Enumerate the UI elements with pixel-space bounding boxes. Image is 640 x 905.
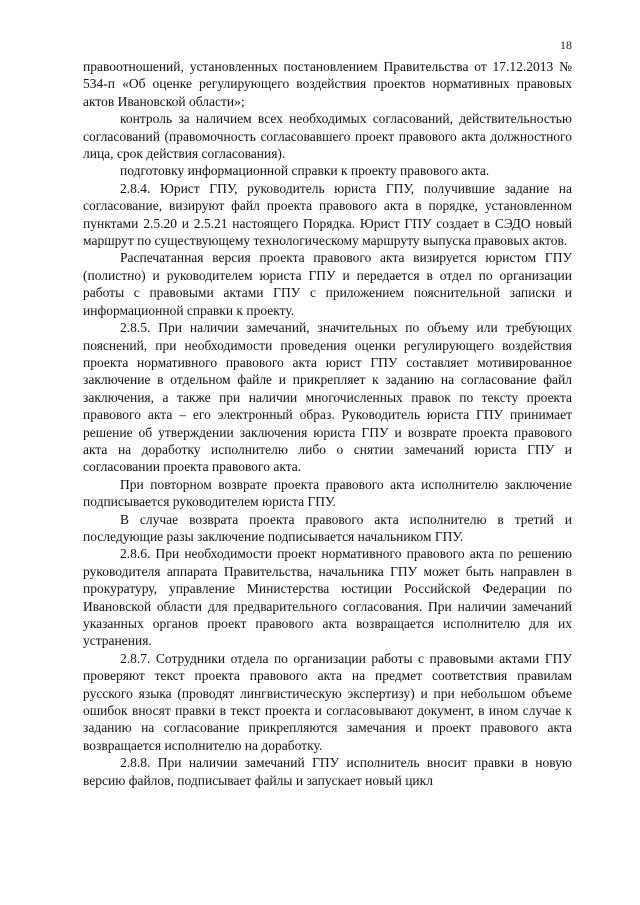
paragraph: 2.8.8. При наличии замечаний ГПУ исполнитель вносит правки в новую версию файлов, подписывает файлы и запускает новый цикл (83, 755, 572, 788)
page-number: 18 (560, 38, 572, 52)
paragraph: 2.8.4. Юрист ГПУ, руководитель юриста ГПУ, получившие задание на согласование, визируют файл проекта правового акта в порядке, установленном пунктами 2.5.20 и 2.5.21 настоящего Порядка. Юрист ГПУ создает в СЭДО новый маршрут по существующему технологическому маршруту выпуска правовых актов. (83, 180, 572, 249)
paragraph: контроль за наличием всех необходимых согласований, действительностью согласований (правомочность согласовавшего проект правового акта должностного лица, срок действия согласования). (83, 111, 572, 162)
paragraph: Распечатанная версия проекта правового акта визируется юристом ГПУ (полистно) и руководителем юриста ГПУ и передается в отдел по организации работы с правовыми актами ГПУ с приложением пояснительной записки и информационной справки к проекту. (83, 250, 572, 318)
paragraph: В случае возврата проекта правового акта исполнителю в третий и последующие разы заключение подписывается начальником ГПУ. (83, 511, 572, 544)
paragraph: 2.8.7. Сотрудники отдела по организации работы с правовыми актами ГПУ проверяют текст проекта правового акта на предмет соответствия правилам русского языка (проводят лингвистическую экспертизу) и при небольшом объеме ошибок вносят правки в текст проекта и согласовывают документ, в ином случае к заданию на согласование прикрепляются замечания и проект правового акта возвращается исполнителю на доработку. (83, 650, 572, 753)
paragraph: правоотношений, установленных постановлением Правительства от 17.12.2013 № 534-п «Об оценке регулирующего воздействия проектов нормативных правовых актов Ивановской области»; (83, 59, 572, 109)
document-body (83, 58, 572, 789)
paragraph: 2.8.5. При наличии замечаний, значительных по объему или требующих пояснений, при необходимости проведения оценки регулирующего воздействия проекта нормативного правового акта юрист ГПУ составляет мотивированное заключение в отдельном файле и прикрепляет к заданию на согласование файл заключения, а также при наличии многочисленных правок по тексту проекта правового акта – его электронный образ. Руководитель юриста ГПУ принимает решение об утверждении заключения юриста ГПУ и возврате проекта правового акта на доработку исполнителю либо о снятии замечаний юриста ГПУ и согласовании проекта правового акта. (83, 320, 572, 475)
paragraph: При повторном возврате проекта правового акта исполнителю заключение подписывается руководителем юриста ГПУ. (83, 476, 572, 510)
paragraph: 2.8.6. При необходимости проект нормативного правового акта по решению руководителя аппарата Правительства, начальника ГПУ может быть направлен в прокуратуру, управление Министерства юстиции Российской Федерации по Ивановской области для предварительного согласования. При наличии замечаний указанных органов проект правового акта возвращается исполнителю для их устранения. (83, 546, 572, 649)
paragraph: подготовку информационной справки к проекту правового акта. (120, 163, 490, 179)
